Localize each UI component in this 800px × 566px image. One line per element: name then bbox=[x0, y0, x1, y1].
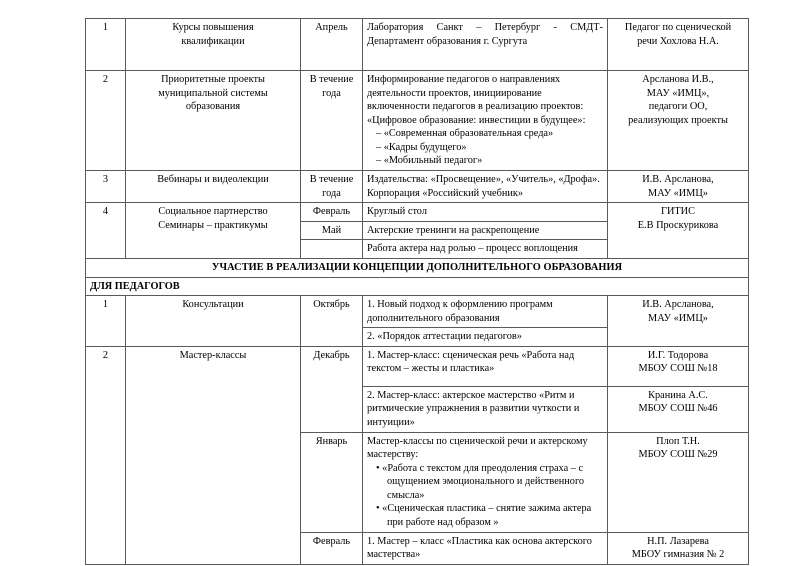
row-number-cell bbox=[86, 71, 126, 171]
responsible-line: Педагог по сценической bbox=[624, 22, 732, 33]
description-text: Информирование педагогов о направлениях деятельности проектов, инициирование включенности педагогов в реализацию проектов: «Цифровое образование: инвестиции в будущее»: bbox=[367, 74, 586, 126]
table-row bbox=[86, 19, 749, 71]
responsible-cell bbox=[608, 532, 749, 564]
month-cell bbox=[301, 71, 363, 171]
section-header: УЧАСТИЕ В РЕАЛИЗАЦИИ КОНЦЕПЦИИ ДОПОЛНИТЕЛЬНОГО ОБРАЗОВАНИЯ bbox=[86, 258, 749, 277]
row-number: 1 bbox=[102, 22, 109, 33]
table-row bbox=[86, 203, 749, 222]
month-cell bbox=[301, 203, 363, 222]
description-text: 1. Новый подход к оформлению программ дополнительного образования bbox=[367, 299, 553, 324]
activity-name-line: образования bbox=[185, 101, 241, 113]
description-cell bbox=[363, 221, 608, 240]
activity-name-line: квалификации bbox=[181, 35, 245, 47]
row-number-cell bbox=[86, 203, 126, 259]
activity-plan-table bbox=[85, 18, 749, 565]
table-row bbox=[86, 71, 749, 171]
month-label: В течение bbox=[309, 174, 354, 186]
activity-name-cell bbox=[126, 171, 301, 203]
responsible-cell bbox=[608, 203, 749, 259]
activity-name-cell bbox=[126, 346, 301, 564]
responsible-line: МАУ «ИМЦ» bbox=[648, 312, 708, 324]
description-bullet: – «Кадры будущего» bbox=[376, 141, 467, 153]
responsible-line: Плоп Т.Н. bbox=[656, 435, 700, 447]
description-cell bbox=[363, 386, 608, 432]
activity-name-line: Семинары – практикумы bbox=[158, 219, 268, 231]
responsible-line: педагоги ОО, bbox=[648, 101, 708, 113]
responsible-line: Е.В Проскурикова bbox=[637, 219, 719, 231]
row-number: 2 bbox=[102, 74, 109, 85]
activity-name-line: Приоритетные проекты bbox=[161, 74, 265, 85]
month-label: Октябрь bbox=[313, 299, 350, 311]
description-bullet: • «Сценическая пластика – снятие зажима актера при работе над образом » bbox=[376, 503, 592, 529]
month-cell bbox=[301, 240, 363, 259]
description-cell bbox=[363, 532, 608, 564]
description-text: Круглый стол bbox=[367, 206, 427, 218]
description-text: 2. «Порядок аттестации педагогов» bbox=[367, 331, 522, 343]
description-cell bbox=[363, 203, 608, 222]
description-text: 2. Мастер-класс: актерское мастерство «Ритм и ритмические упражнения в развитии чуткости и интуиции» bbox=[367, 389, 580, 428]
row-number: 2 bbox=[102, 349, 109, 361]
description-cell bbox=[363, 296, 608, 328]
description-text: Работа актера над ролью – процесс воплощения bbox=[367, 243, 578, 255]
description-text: 1. Мастер – класс «Пластика как основа актерского мастерства» bbox=[367, 535, 592, 561]
row-number-cell bbox=[86, 19, 126, 71]
description-text: 1. Мастер-класс: сценическая речь «Работа над текстом – жесты и пластика» bbox=[367, 349, 575, 375]
row-number: 1 bbox=[102, 299, 109, 311]
responsible-cell bbox=[608, 19, 749, 71]
table-row bbox=[86, 296, 749, 328]
month-label: Январь bbox=[315, 435, 348, 447]
month-cell bbox=[301, 171, 363, 203]
table-row bbox=[86, 346, 749, 386]
description-cell bbox=[363, 346, 608, 386]
activity-name-cell bbox=[126, 19, 301, 71]
month-label: Февраль bbox=[312, 206, 351, 218]
activity-name-cell bbox=[126, 203, 301, 259]
responsible-cell bbox=[608, 432, 749, 532]
responsible-cell bbox=[608, 296, 749, 347]
description-bullet: • «Работа с текстом для преодоления страха – с ощущением эмоционального и действенного смысла» bbox=[376, 462, 585, 501]
activity-name-cell bbox=[126, 71, 301, 171]
activity-name-cell bbox=[126, 296, 301, 347]
responsible-cell bbox=[608, 71, 749, 171]
responsible-line: МБОУ СОШ №46 bbox=[638, 403, 718, 415]
month-cell bbox=[301, 19, 363, 71]
row-number: 3 bbox=[102, 174, 109, 186]
subsection-header: ДЛЯ ПЕДАГОГОВ bbox=[86, 277, 749, 296]
row-number-cell bbox=[86, 346, 126, 564]
activity-name-line: Социальное партнерство bbox=[158, 206, 268, 218]
month-label: Май bbox=[321, 224, 342, 236]
responsible-line: ГИТИС bbox=[661, 206, 695, 218]
responsible-line: речи Хохлова Н.А. bbox=[637, 35, 719, 47]
responsible-cell bbox=[608, 346, 749, 386]
responsible-line: МАУ «ИМЦ» bbox=[648, 187, 708, 199]
description-bullet: – «Современная образовательная среда» bbox=[376, 128, 554, 140]
responsible-line: реализующих проекты bbox=[628, 114, 728, 126]
month-cell bbox=[301, 432, 363, 532]
month-label: В течение bbox=[309, 74, 354, 85]
description-cell bbox=[363, 171, 608, 203]
responsible-line: И.В. Арсланова, bbox=[642, 299, 714, 311]
responsible-line: МБОУ СОШ №18 bbox=[638, 363, 718, 375]
description-cell bbox=[363, 71, 608, 171]
activity-name-line: Консультации bbox=[182, 299, 244, 311]
row-number-cell bbox=[86, 296, 126, 347]
description-text: Мастер-классы по сценической речи и актерскому мастерству: bbox=[367, 435, 588, 461]
month-cell bbox=[301, 221, 363, 240]
table-row bbox=[86, 171, 749, 203]
responsible-line: Кранина А.С. bbox=[648, 389, 708, 401]
description-text: Лаборатория Санкт – Петербург - СМДТ-Департамент образования г. Сургута bbox=[367, 22, 603, 47]
month-cell bbox=[301, 532, 363, 564]
responsible-line: И.В. Арсланова, bbox=[642, 174, 714, 186]
description-cell bbox=[363, 19, 608, 71]
description-text: Актерские тренинги на раскрепощение bbox=[367, 224, 540, 236]
responsible-line: МАУ «ИМЦ», bbox=[646, 87, 710, 99]
activity-name-line: Курсы повышения bbox=[172, 22, 254, 33]
section-header-row bbox=[86, 258, 749, 277]
responsible-cell bbox=[608, 171, 749, 203]
month-label: Апрель bbox=[315, 22, 348, 33]
responsible-line: Арсланова И.В., bbox=[642, 74, 714, 85]
activity-name-line: Мастер-классы bbox=[179, 349, 247, 361]
activity-name-line: муниципальной системы bbox=[158, 87, 268, 99]
responsible-line: И.Г. Тодорова bbox=[647, 349, 709, 361]
subsection-header-row bbox=[86, 277, 749, 296]
responsible-cell bbox=[608, 386, 749, 432]
activity-name-line: Вебинары и видеолекции bbox=[157, 174, 269, 186]
month-label: Декабрь bbox=[313, 349, 350, 361]
month-label: года bbox=[322, 87, 341, 99]
responsible-line: Н.П. Лазарева bbox=[647, 535, 709, 547]
month-label: Февраль bbox=[312, 535, 351, 547]
month-label: года bbox=[322, 187, 341, 199]
responsible-line: МБОУ гимназия № 2 bbox=[631, 549, 725, 561]
responsible-line: МБОУ СОШ №29 bbox=[638, 449, 718, 461]
description-text: Издательства: «Просвещение», «Учитель», «Дрофа». Корпорация «Российский учебник» bbox=[367, 174, 600, 199]
description-cell bbox=[363, 240, 608, 259]
description-cell bbox=[363, 432, 608, 532]
month-cell bbox=[301, 296, 363, 347]
row-number-cell bbox=[86, 171, 126, 203]
description-cell bbox=[363, 328, 608, 347]
description-bullet: – «Мобильный педагог» bbox=[376, 155, 483, 167]
month-cell bbox=[301, 346, 363, 432]
row-number: 4 bbox=[102, 206, 109, 218]
